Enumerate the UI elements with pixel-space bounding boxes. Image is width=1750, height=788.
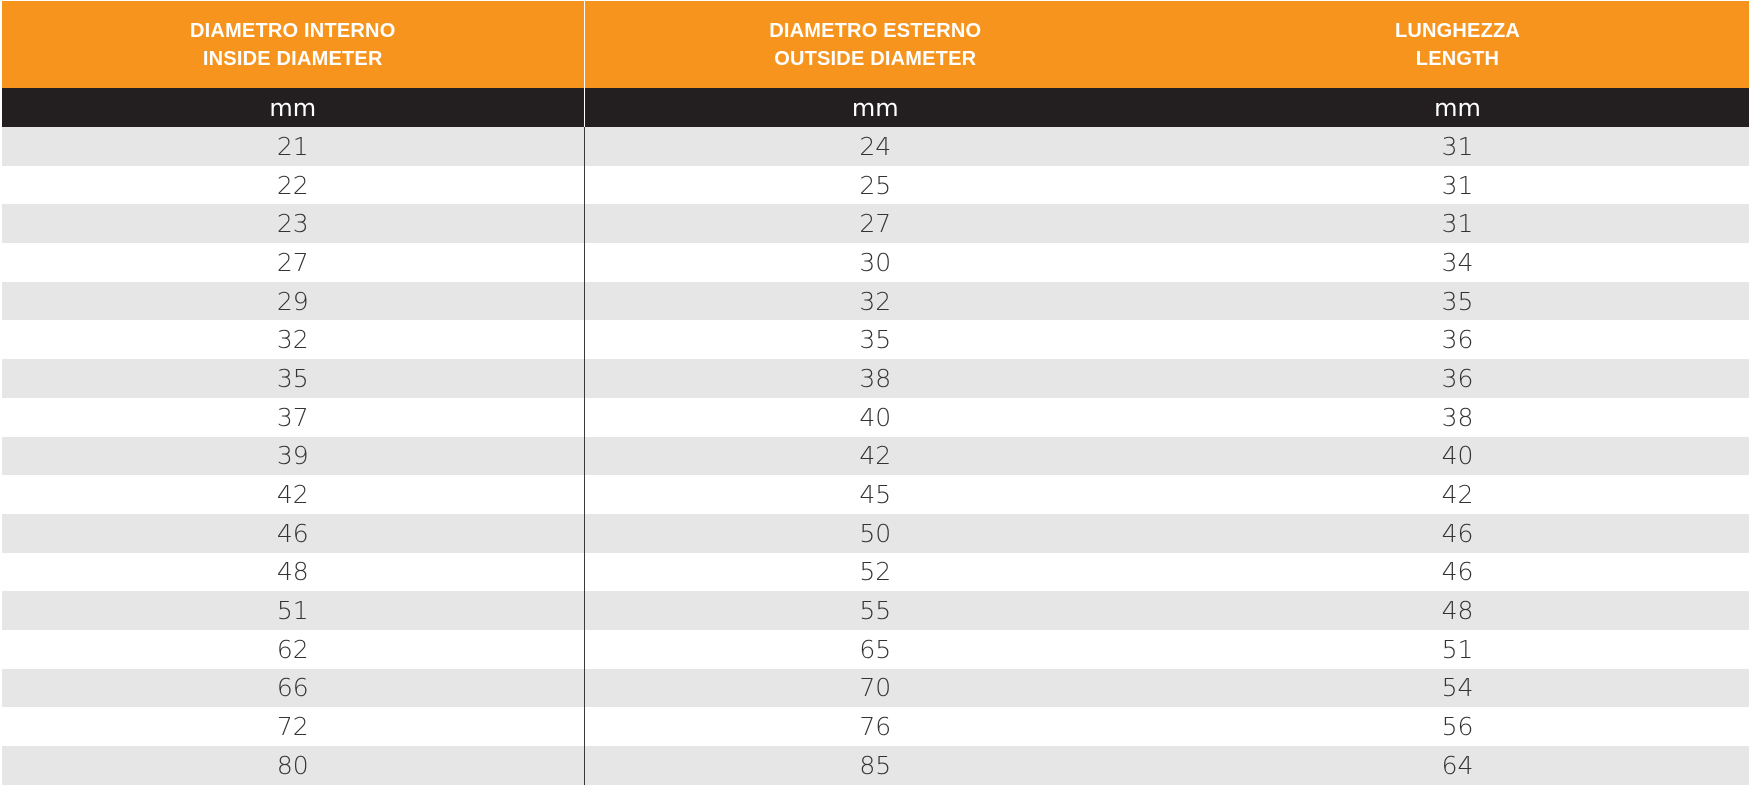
header-inside-diameter <box>2 1 584 88</box>
inside-diameter-cell: 51 <box>2 591 584 630</box>
table-row <box>2 514 1749 553</box>
length-cell: 64 <box>1166 746 1749 785</box>
length-cell: 34 <box>1166 243 1749 282</box>
table-row <box>2 204 1749 243</box>
outside-diameter-cell: 76 <box>584 707 1166 746</box>
outside-diameter-cell: 27 <box>584 204 1166 243</box>
inside-diameter-cell: 80 <box>2 746 584 785</box>
length-cell: 36 <box>1166 359 1749 398</box>
outside-diameter-cell: 25 <box>584 166 1166 205</box>
inside-diameter-cell: 62 <box>2 630 584 669</box>
unit-length: mm <box>1166 88 1749 127</box>
outside-diameter-cell: 42 <box>584 437 1166 476</box>
table-row <box>2 630 1749 669</box>
table-row <box>2 437 1749 476</box>
table-row <box>2 359 1749 398</box>
inside-diameter-cell: 27 <box>2 243 584 282</box>
table-row <box>2 320 1749 359</box>
table-row <box>2 669 1749 708</box>
header-length <box>1166 1 1749 88</box>
outside-diameter-cell: 35 <box>584 320 1166 359</box>
outside-diameter-cell: 32 <box>584 282 1166 321</box>
table-row <box>2 746 1749 785</box>
dimensions-table <box>2 1 1750 785</box>
table-row <box>2 282 1749 321</box>
unit-inside-diameter: mm <box>2 88 584 127</box>
header-label-en: LENGTH <box>1415 47 1500 70</box>
length-cell: 36 <box>1166 320 1749 359</box>
outside-diameter-cell: 55 <box>584 591 1166 630</box>
unit-outside-diameter: mm <box>584 88 1166 127</box>
outside-diameter-cell: 40 <box>584 398 1166 437</box>
header-label-en: INSIDE DIAMETER <box>202 47 383 70</box>
unit-row <box>2 88 1749 127</box>
inside-diameter-cell: 32 <box>2 320 584 359</box>
inside-diameter-cell: 35 <box>2 359 584 398</box>
outside-diameter-cell: 30 <box>584 243 1166 282</box>
header-label-en: OUTSIDE DIAMETER <box>774 47 977 70</box>
outside-diameter-cell: 38 <box>584 359 1166 398</box>
inside-diameter-cell: 48 <box>2 553 584 592</box>
inside-diameter-cell: 23 <box>2 204 584 243</box>
length-cell: 31 <box>1166 127 1749 166</box>
table-row <box>2 591 1749 630</box>
length-cell: 46 <box>1166 514 1749 553</box>
header-label-it: DIAMETRO INTERNO <box>190 19 396 42</box>
inside-diameter-cell: 46 <box>2 514 584 553</box>
outside-diameter-cell: 45 <box>584 475 1166 514</box>
dimensions-table-container <box>2 1 1749 785</box>
table-row <box>2 553 1749 592</box>
length-cell: 56 <box>1166 707 1749 746</box>
table-row <box>2 127 1749 166</box>
table-row <box>2 707 1749 746</box>
outside-diameter-cell: 85 <box>584 746 1166 785</box>
outside-diameter-cell: 70 <box>584 669 1166 708</box>
length-cell: 35 <box>1166 282 1749 321</box>
table-row <box>2 475 1749 514</box>
outside-diameter-cell: 52 <box>584 553 1166 592</box>
header-label-it: DIAMETRO ESTERNO <box>769 19 982 42</box>
length-cell: 40 <box>1166 437 1749 476</box>
outside-diameter-cell: 50 <box>584 514 1166 553</box>
inside-diameter-cell: 39 <box>2 437 584 476</box>
inside-diameter-cell: 22 <box>2 166 584 205</box>
outside-diameter-cell: 24 <box>584 127 1166 166</box>
table-row <box>2 243 1749 282</box>
length-cell: 38 <box>1166 398 1749 437</box>
header-outside-diameter <box>584 1 1166 88</box>
length-cell: 46 <box>1166 553 1749 592</box>
inside-diameter-cell: 42 <box>2 475 584 514</box>
outside-diameter-cell: 65 <box>584 630 1166 669</box>
inside-diameter-cell: 72 <box>2 707 584 746</box>
length-cell: 51 <box>1166 630 1749 669</box>
table-row <box>2 166 1749 205</box>
inside-diameter-cell: 21 <box>2 127 584 166</box>
inside-diameter-cell: 29 <box>2 282 584 321</box>
inside-diameter-cell: 37 <box>2 398 584 437</box>
header-label-it: LUNGHEZZA <box>1394 19 1521 42</box>
header-row <box>2 1 1749 88</box>
length-cell: 31 <box>1166 204 1749 243</box>
length-cell: 54 <box>1166 669 1749 708</box>
inside-diameter-cell: 66 <box>2 669 584 708</box>
table-body <box>2 127 1749 785</box>
table-row <box>2 398 1749 437</box>
length-cell: 31 <box>1166 166 1749 205</box>
length-cell: 42 <box>1166 475 1749 514</box>
length-cell: 48 <box>1166 591 1749 630</box>
